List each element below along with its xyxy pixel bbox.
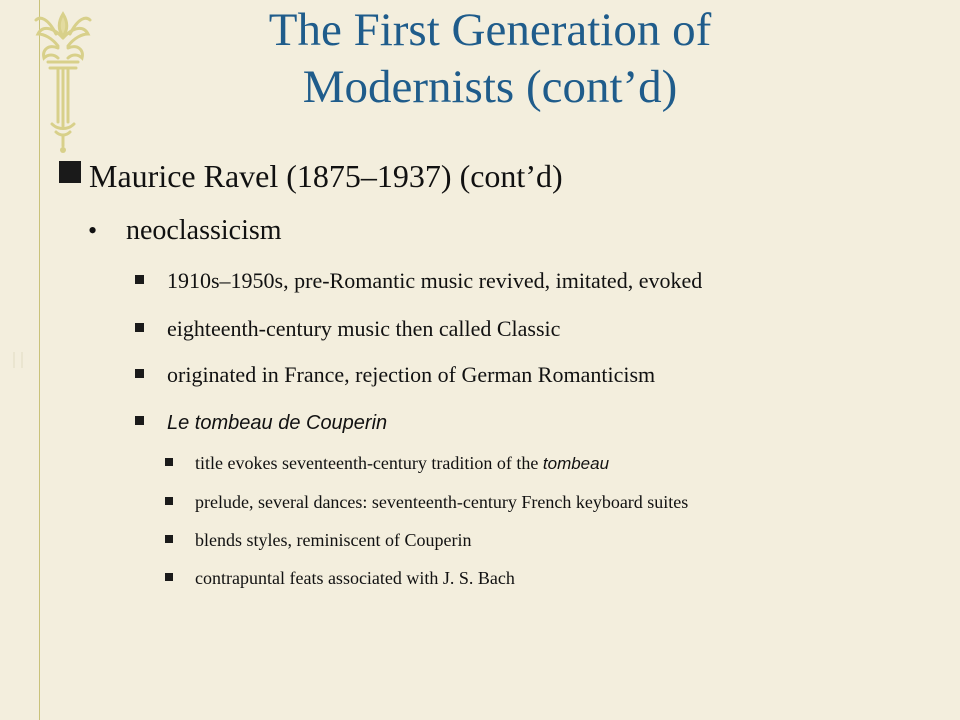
heading-bullet [59,158,563,195]
subheading-bullet [88,215,282,247]
point-2-text: eighteenth-century music then called Classic [167,316,561,341]
work-point-1 [165,453,609,474]
small-square-bullet-icon [165,458,173,466]
small-square-bullet-icon [135,275,144,284]
small-square-bullet-icon [135,416,144,425]
title-line-2: Modernists (cont’d) [302,61,678,113]
small-square-bullet-icon [135,369,144,378]
small-square-bullet-icon [135,323,144,332]
point-1-text: 1910s–1950s, pre-Romantic music revived, imitated, evoked [167,268,703,293]
subheading-text: neoclassicism [126,215,282,246]
work-point-1-text: title evokes seventeenth-century tradition of the [195,453,543,473]
ornament-icon [28,4,98,154]
work-point-3-text: blends styles, reminiscent of Couperin [195,530,472,550]
work-title [135,409,387,435]
point-2 [135,316,560,342]
small-square-bullet-icon [165,535,173,543]
work-title-text: Le tombeau de Couperin [167,412,388,434]
point-3 [135,362,655,388]
work-point-4 [165,568,515,589]
work-point-2 [165,492,688,513]
small-square-bullet-icon [165,497,173,505]
small-square-bullet-icon [165,573,173,581]
work-point-2-text: prelude, several dances: seventeenth-century French keyboard suites [195,492,689,512]
slide-title [140,2,840,116]
heading-text: Maurice Ravel (1875–1937) (cont’d) [89,158,563,194]
title-line-1: The First Generation of [268,4,712,56]
square-bullet-icon [59,161,81,183]
round-bullet-icon: • [88,216,98,245]
faint-mark-icon [8,350,30,370]
work-point-4-text: contrapuntal feats associated with J. S. Bach [195,568,515,588]
point-1 [135,268,702,294]
work-point-1-term: tombeau [542,454,610,473]
work-point-3 [165,530,471,551]
point-3-text: originated in France, rejection of German Romanticism [167,362,656,387]
